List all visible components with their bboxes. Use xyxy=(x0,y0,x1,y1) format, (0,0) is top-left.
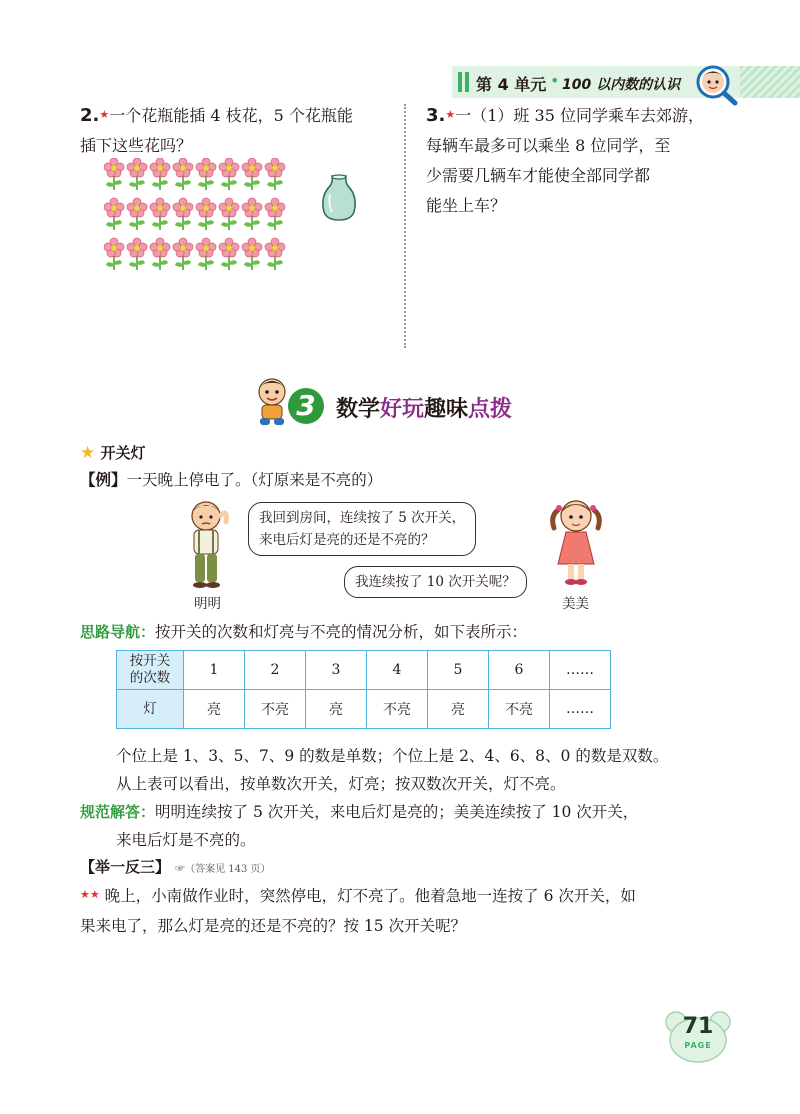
bubble-text: 我连续按了 10 次开关呢？ xyxy=(355,574,516,590)
flower-icon xyxy=(173,238,193,270)
table-cell: 3 xyxy=(306,651,367,690)
question-text: 能坐上车？ xyxy=(426,196,507,215)
flower-icon xyxy=(219,198,239,230)
explanation-line: 个位上是 1、3、5、7、9 的数是单数；个位上是 2、4、6、8、0 的数是双数。 xyxy=(116,747,669,765)
answer-block xyxy=(80,798,638,854)
question-text: 一（1）班 35 位同学乘车去郊游， xyxy=(455,106,704,125)
topic-title: 开关灯 xyxy=(100,444,146,462)
bubble-text: 来电后灯是亮的还是不亮的？ xyxy=(259,532,435,548)
analysis-line xyxy=(80,620,527,642)
question-number: 2. xyxy=(80,105,100,126)
boy-mingming-illustration xyxy=(180,498,236,590)
difficulty-star-icon: ★ xyxy=(445,108,456,121)
flower-icon xyxy=(265,158,285,190)
table-cell: …… xyxy=(550,690,611,729)
table-header-cell xyxy=(117,651,184,690)
unit-label: 第 4 单元 xyxy=(476,75,547,94)
section-number-badge: 3 xyxy=(288,388,324,424)
flower-icon xyxy=(173,158,193,190)
speech-bubble-mingming xyxy=(248,502,476,556)
table-cell: 不亮 xyxy=(367,690,428,729)
page-number: 71 xyxy=(682,1014,714,1039)
table-cell: 2 xyxy=(245,651,306,690)
flower-icon xyxy=(150,198,170,230)
character-name: 明明 xyxy=(194,596,221,612)
star-icon: ★ xyxy=(80,443,96,463)
header-mark xyxy=(465,72,469,92)
table-row xyxy=(117,690,611,729)
example-label: 【例】 xyxy=(80,471,127,489)
flower-icon xyxy=(127,198,147,230)
answer-reference: ☞（答案见 143 页） xyxy=(175,864,271,875)
girl-meimei-illustration xyxy=(544,494,608,588)
flower-icon xyxy=(127,238,147,270)
topic-heading xyxy=(80,442,146,463)
table-cell: …… xyxy=(550,651,611,690)
example-line xyxy=(80,468,382,490)
table-cell: 不亮 xyxy=(245,690,306,729)
flower-icon xyxy=(196,198,216,230)
unit-topic: 100 以内数的认识 xyxy=(562,77,681,93)
page-label: PAGE xyxy=(684,1041,712,1050)
flower-icon xyxy=(104,238,124,270)
flower-icon xyxy=(150,238,170,270)
speech-bubble-meimei xyxy=(344,566,527,598)
difficulty-star-icon: ★ xyxy=(99,108,110,121)
table-cell: 1 xyxy=(184,651,245,690)
question-text: 每辆车最多可以乘坐 8 位同学，至 xyxy=(426,136,671,155)
table-header-cell: 灯 xyxy=(117,690,184,729)
flower-icon xyxy=(127,158,147,190)
header-text: 按开关 xyxy=(129,653,171,669)
question-2 xyxy=(80,100,400,161)
flower-icon xyxy=(242,238,262,270)
flower-icon xyxy=(265,238,285,270)
practice-label: 【举一反三】 xyxy=(80,858,171,876)
column-divider xyxy=(404,104,406,348)
question-text: 少需要几辆车才能使全部同学都 xyxy=(426,166,651,185)
title-part: 趣味 xyxy=(424,397,469,422)
header-dot: • xyxy=(550,71,560,90)
table-cell: 亮 xyxy=(184,690,245,729)
flower-icon xyxy=(242,158,262,190)
question-number: 3. xyxy=(426,105,446,126)
flower-icon xyxy=(196,238,216,270)
title-part: 数学 xyxy=(336,397,381,422)
flower-icon xyxy=(173,198,193,230)
explanation-line: 从上表可以看出，按单数次开关，灯亮；按双数次开关，灯不亮。 xyxy=(116,775,566,793)
answer-text: 来电后灯是不亮的。 xyxy=(116,831,256,849)
flower-icon xyxy=(104,198,124,230)
practice-question xyxy=(80,880,740,941)
flower-icon xyxy=(196,158,216,190)
flower-icon xyxy=(265,198,285,230)
table-cell: 6 xyxy=(489,651,550,690)
practice-heading xyxy=(80,856,271,877)
answer-label: 规范解答： xyxy=(80,803,156,821)
section-title xyxy=(336,392,512,423)
title-part: 好玩 xyxy=(380,397,425,422)
practice-text: 果来电了，那么灯是亮的还是不亮的？按 15 次开关呢？ xyxy=(80,917,467,935)
answer-text: 明明连续按了 5 次开关，来电后灯是亮的；美美连续按了 10 次开关， xyxy=(155,803,639,821)
table-row xyxy=(117,651,611,690)
table-cell: 亮 xyxy=(306,690,367,729)
flower-icon xyxy=(219,158,239,190)
flower-grid xyxy=(104,158,294,276)
header-text: 的次数 xyxy=(129,670,171,686)
flower-icon xyxy=(242,198,262,230)
flower-icon xyxy=(104,158,124,190)
flower-icon xyxy=(150,158,170,190)
header-stripes xyxy=(740,66,800,98)
explanation xyxy=(116,742,668,798)
title-part: 点拨 xyxy=(468,397,513,422)
table-cell: 5 xyxy=(428,651,489,690)
vase-icon xyxy=(318,174,360,222)
switch-table xyxy=(116,650,611,729)
difficulty-stars-icon: ★★ xyxy=(80,888,100,901)
question-text: 插下这些花吗？ xyxy=(80,136,193,155)
header-mark xyxy=(458,72,462,92)
question-3 xyxy=(426,100,756,221)
example-text: 一天晚上停电了。（灯原来是不亮的） xyxy=(126,471,383,489)
bubble-text: 我回到房间，连续按了 5 次开关， xyxy=(259,510,466,526)
practice-text: 晚上，小南做作业时，突然停电，灯不亮了。他着急地一连按了 6 次开关，如 xyxy=(104,887,636,905)
character-name: 美美 xyxy=(562,596,589,612)
analysis-label: 思路导航： xyxy=(80,623,156,641)
flower-icon xyxy=(219,238,239,270)
table-cell: 亮 xyxy=(428,690,489,729)
table-cell: 不亮 xyxy=(489,690,550,729)
table-cell: 4 xyxy=(367,651,428,690)
analysis-text: 按开关的次数和灯亮与不亮的情况分析，如下表所示： xyxy=(155,623,528,641)
question-text: 一个花瓶能插 4 枝花，5 个花瓶能 xyxy=(109,106,353,125)
